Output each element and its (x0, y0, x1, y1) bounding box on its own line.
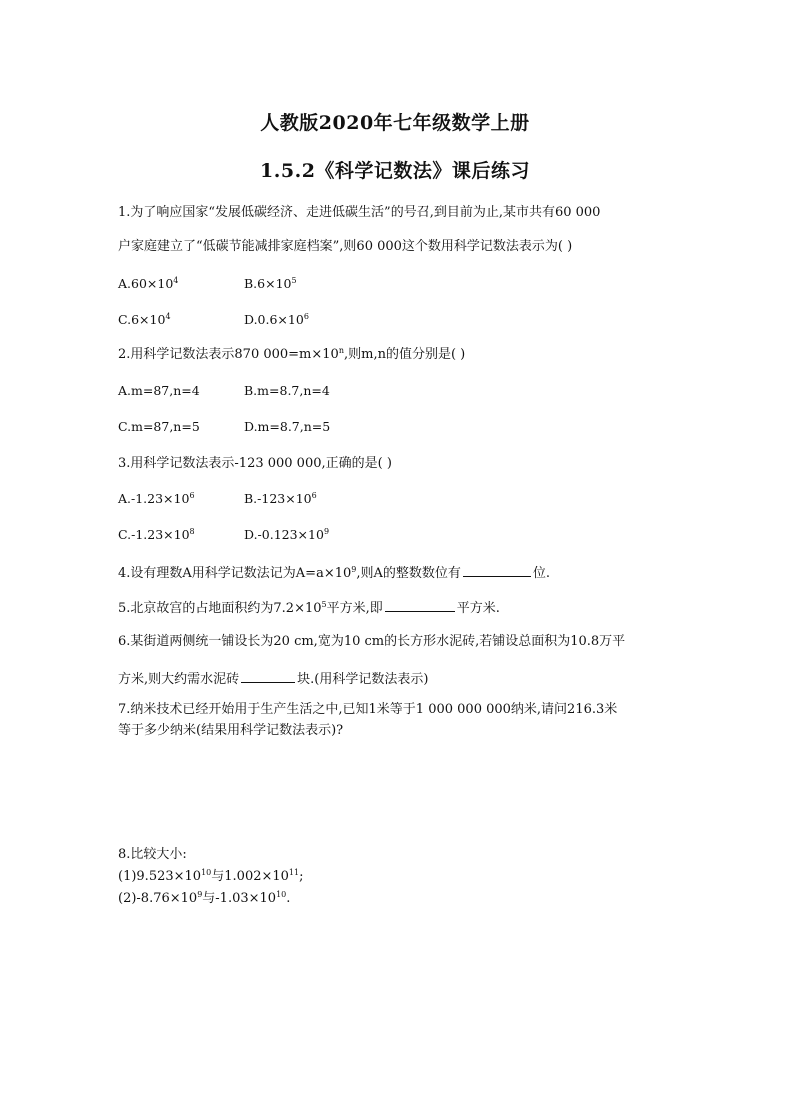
q1-line2: 户家庭建立了“低碳节能减排家庭档案”,则60 000这个数用科学记数法表示为( ) (118, 239, 573, 254)
q2-text: 2.用科学记数法表示870 $000=m\times 10^n$,则m,n的值分别是( ) (118, 346, 466, 362)
q2-option-c: C.m=87,n=5 (118, 419, 200, 434)
q7-line2: 等于多少纳米(结果用科学记数法表示)? (118, 723, 344, 738)
q3-option-d: $D.-0.123\times 10^9$ (244, 527, 330, 542)
q1-option-d: $D.0.6\times 10^6$ (244, 312, 309, 327)
q6-line1: 6.某街道两侧统一铺设长为20 cm,宽为10 cm的长方形水泥砖,若铺设总面积为10.8万平 (118, 634, 626, 649)
q1-option-c: $C.6\times 10^4$ (118, 312, 171, 327)
q4-answer-blank[interactable] (463, 563, 531, 577)
q1-option-a: $A.60\times 10^4$ (118, 276, 179, 291)
q4-text: 4.设有理数A用科学记数法记为$A=a\times 10^9$,则A的整数数位有 位. (118, 565, 551, 581)
q5-answer-blank[interactable] (385, 598, 455, 612)
q3-text: 3.用科学记数法表示-123 000 000,正确的是( ) (118, 456, 392, 471)
q6-answer-blank[interactable] (241, 669, 295, 683)
q3-option-a: $A.-1.23\times 10^6$ (118, 491, 195, 506)
q1-option-b: $B.6\times 10^5$ (244, 276, 297, 291)
q5-text: 5.北京故宫的占地面积约为$7.2\times 10^5$平方米,即 平方米. (118, 600, 500, 616)
q2-option-d: D.m=8.7,n=5 (244, 419, 331, 434)
q2-option-a: A.m=87,n=4 (118, 383, 200, 398)
q2-option-b: B.m=8.7,n=4 (244, 383, 330, 398)
worksheet-title: 人教版2020年七年级数学上册 (260, 112, 530, 134)
q6-line2: 方米,则大约需水泥砖 块.(用科学记数法表示) (118, 669, 428, 688)
q3-option-c: $C.-1.23\times 10^8$ (118, 527, 195, 542)
q8-heading: 8.比较大小: (118, 847, 187, 862)
q8-part2: $(2)-8.76\times 10^9$与$-1.03\times 10^{10}$. (118, 890, 291, 906)
q3-option-b: $B.-123\times 10^6$ (244, 491, 317, 506)
worksheet-subtitle: 1.5.2《科学记数法》课后练习 (260, 160, 530, 182)
q8-part1: $(1)9.523\times 10^{10}$与$1.002\times 10^{11}$; (118, 868, 304, 884)
q1-line1: 1.为了响应国家“发展低碳经济、走进低碳生活”的号召,到目前为止,某市共有60 000 (118, 205, 601, 220)
q7-line1: 7.纳米技术已经开始用于生产生活之中,已知1米等于1 000 000 000纳米,请问216.3米 (118, 702, 618, 717)
